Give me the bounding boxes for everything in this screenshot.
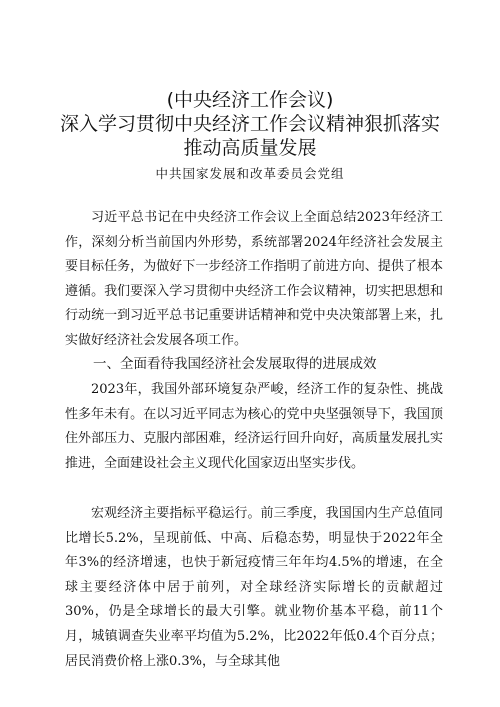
paragraph-macro-indicators: 宏观经济主要指标平稳运行。前三季度，我国国内生产总值同比增长5.2%，呈现前低、中高、后稳态势，明显快于2022年全年3%的经济增速，也快于新冠疫情三年年均4.5%的增速，在全球主要经济体中居于前列，对全球经济实际增长的贡献超过30%，仍是全球增长的最大引擎。就业物价基本平稳，前11个月，城镇调查失业率平均值为5.2%，比2022年低0.4个百分点；居民消费价格上涨0.3%，与全球其他 bbox=[65, 506, 443, 669]
title-line-3: 推动高质量发展 bbox=[183, 137, 317, 159]
paragraph-overview: 2023年，我国外部环境复杂严峻，经济工作的复杂性、挑战性多年未有。在以习近平同志为核心的党中央坚强领导下，我国顶住外部压力、克服内部困难，经济运行回升向好，高质量发展扎实推进，全面建设社会主义现代化国家迈出坚实步伐。 bbox=[65, 382, 443, 471]
title-line-1: (中央经济工作会议) bbox=[166, 89, 334, 111]
author-line: 中共国家发展和改革委员会党组 bbox=[155, 166, 345, 181]
section-heading: 一、全面看待我国经济社会发展取得的进展成效 bbox=[93, 356, 377, 372]
title-line-2: 深入学习贯彻中央经济工作会议精神狠抓落实 bbox=[59, 113, 440, 135]
paragraph-intro: 习近平总书记在中央经济工作会议上全面总结2023年经济工作，深刻分析当前国内外形势，系统部署2024年经济社会发展主要目标任务，为做好下一步经济工作指明了前进方向、提供了根本遵循。我们要深入学习贯彻中央经济工作会议精神，切实把思想和行动统一到习近平总书记重要讲话精神和党中央决策部署上来，扎实做好经济社会发展各项工作。 bbox=[65, 210, 443, 348]
